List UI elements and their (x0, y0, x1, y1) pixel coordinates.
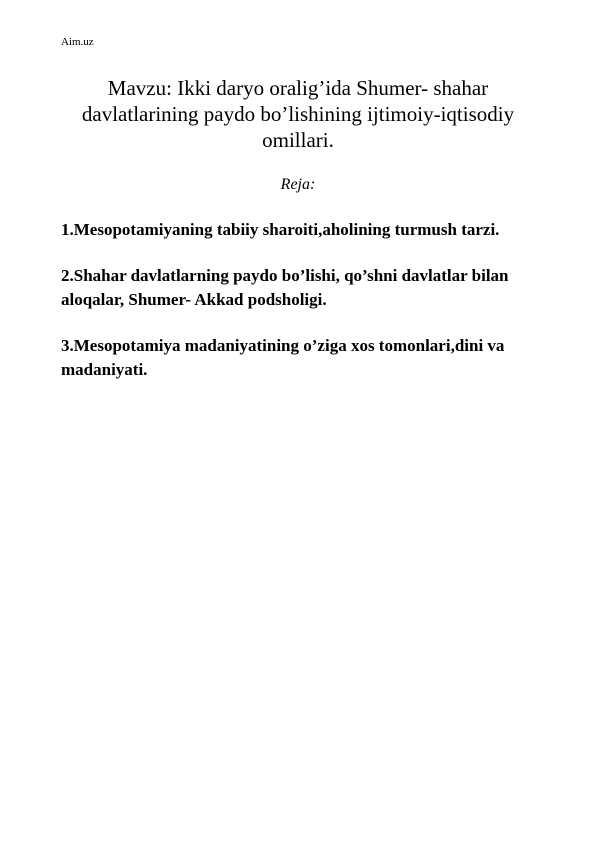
document-title: Mavzu: Ikki daryo oralig’ida Shumer- shahar davlatlarining paydo bo’lishining ijtimoiy-iqtisodiy omillari. (81, 76, 515, 152)
site-header: Aim.uz (61, 36, 94, 48)
plan-item: 2.Shahar davlatlarning paydo bo’lishi, qo’shni davlatlar bilan aloqalar, Shumer- Akkad podsholigi. (61, 266, 509, 309)
plan-heading: Reja: (280, 176, 316, 193)
plan-item: 1.Mesopotamiyaning tabiiy sharoiti,aholining turmush tarzi. (61, 220, 500, 239)
plan-item: 3.Mesopotamiya madaniyatining o’ziga xos tomonlari,dini va madaniyati. (61, 336, 505, 379)
plan-list (61, 218, 541, 404)
